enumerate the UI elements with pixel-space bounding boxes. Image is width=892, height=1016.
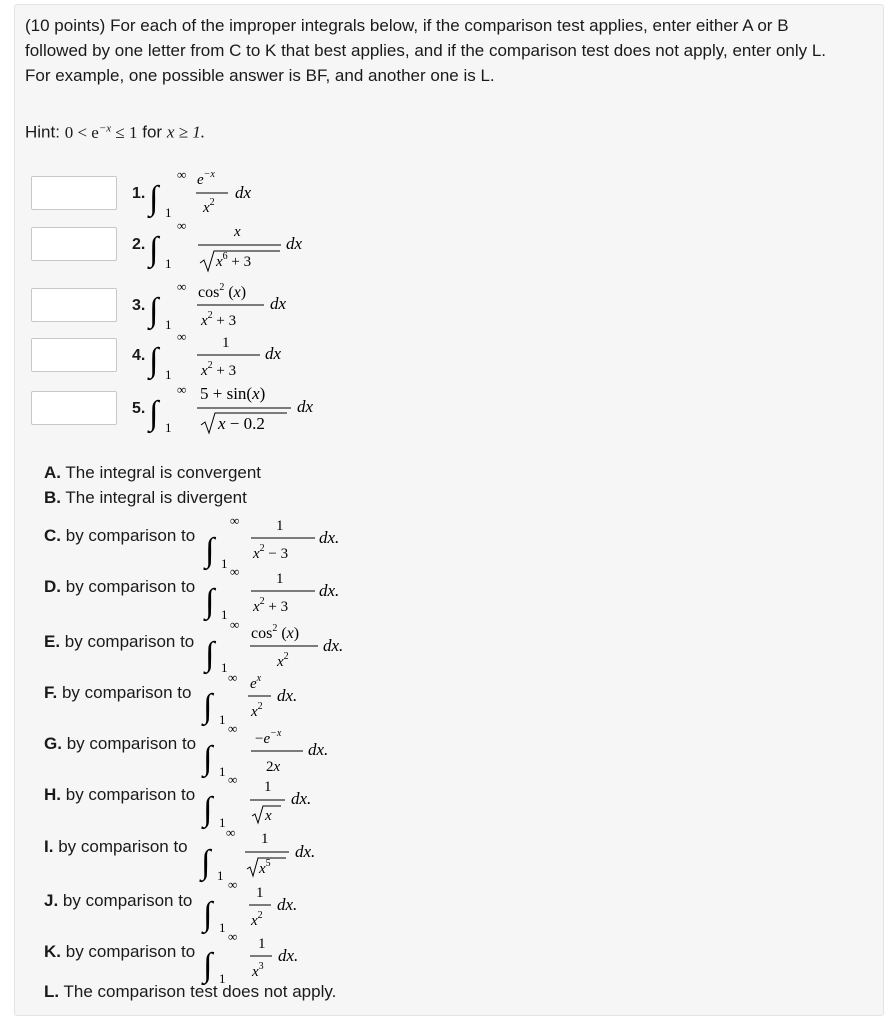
option-text: The integral is convergent [65, 463, 262, 482]
lower-limit: 1 [219, 712, 226, 727]
integral-sign: ∫ [203, 791, 213, 828]
integral-5 [147, 382, 314, 435]
question-line-2: followed by one letter from C to K that best applies, and if the comparison test does not apply, enter only L. [25, 41, 827, 60]
comparison-integral-i [199, 825, 315, 883]
numerator: x [234, 224, 241, 240]
differential: dx. [319, 528, 340, 547]
option-text: by comparison to [66, 734, 197, 753]
option-text: The integral is divergent [65, 488, 247, 507]
option-letter: B. [44, 488, 61, 507]
integral-sign: ∫ [205, 532, 215, 569]
integral-sign: ∫ [149, 395, 159, 432]
hint-label: Hint: [25, 122, 60, 142]
differential: dx. [291, 789, 312, 808]
lower-limit: 1 [165, 420, 172, 435]
option-text: by comparison to [65, 785, 196, 804]
differential: dx. [295, 842, 316, 861]
option-text: by comparison to [64, 632, 195, 651]
denominator: $x^2$ [203, 197, 215, 216]
denominator: $x^3$ [252, 961, 264, 980]
denominator: $x^2 + 3$ [201, 310, 237, 329]
numerator: 5 + sin(x) [200, 384, 266, 403]
integral-sign: ∫ [203, 688, 213, 725]
lower-limit: 1 [165, 205, 172, 220]
lower-limit: 1 [221, 556, 228, 571]
question-text-1: For each of the improper integrals below, if the comparison test applies, enter either A or B [110, 16, 789, 35]
question-line-3: For example, one possible answer is BF, and another one is L. [25, 66, 495, 85]
option-letter: C. [44, 526, 61, 545]
upper-limit: ∞ [228, 772, 238, 787]
numerator: 1 [276, 571, 284, 587]
integral-sign: ∫ [201, 844, 211, 881]
denominator: 2x [266, 759, 281, 775]
differential: dx [270, 294, 287, 313]
denominator: $x^2 + 3$ [201, 360, 237, 379]
integral-sign: ∫ [203, 896, 213, 933]
option-text: by comparison to [58, 837, 188, 856]
denominator: $x^2 + 3$ [253, 596, 289, 615]
upper-limit: ∞ [177, 329, 187, 344]
numerator: $-e^{-x}$ [255, 728, 282, 747]
upper-limit: ∞ [177, 382, 187, 397]
upper-limit: ∞ [228, 877, 238, 892]
integral-3 [147, 279, 287, 332]
hint-condition: x ≥ 1. [166, 122, 205, 142]
upper-limit: ∞ [228, 721, 238, 736]
integral-sign: ∫ [149, 292, 159, 329]
upper-limit: ∞ [230, 513, 240, 528]
lower-limit: 1 [165, 367, 172, 382]
comparison-integral-d [203, 564, 339, 622]
upper-limit: ∞ [177, 218, 187, 233]
upper-limit: ∞ [228, 670, 238, 685]
integral-sign: ∫ [203, 740, 213, 777]
hint-expr: 0 < e [64, 122, 99, 142]
differential: dx. [277, 895, 298, 914]
comparison-integral-h [201, 772, 311, 830]
option-letter: D. [44, 577, 61, 596]
option-a [44, 463, 261, 483]
option-integrals [15, 505, 883, 985]
option-letter: E. [44, 632, 61, 651]
option-l [44, 982, 336, 1002]
numerator: 1 [264, 779, 272, 795]
denominator: $x^2$ [251, 701, 263, 720]
numerator: $\cos^2 (x)$ [198, 282, 247, 301]
problem-number-2: 2. [132, 236, 146, 253]
numerator: 1 [261, 831, 269, 847]
integral-sign: ∫ [205, 583, 215, 620]
differential: dx. [323, 636, 344, 655]
lower-limit: 1 [219, 971, 226, 985]
problem-number-4: 4. [132, 347, 146, 364]
problem-number-5: 5. [132, 400, 146, 417]
comparison-integral-g [201, 721, 328, 779]
comparison-integral-e [203, 617, 343, 675]
lower-limit: 1 [217, 868, 224, 883]
option-letter: I. [44, 837, 54, 856]
problem-number-3: 3. [132, 297, 146, 314]
lower-limit: 1 [165, 256, 172, 271]
option-letter: H. [44, 785, 61, 804]
option-letter: L. [44, 982, 60, 1001]
upper-limit: ∞ [230, 564, 240, 579]
denominator: x − 0.2 [218, 414, 265, 433]
differential: dx [265, 344, 282, 363]
differential: dx. [319, 581, 340, 600]
hint-bound: ≤ 1 [115, 122, 138, 142]
upper-limit: ∞ [226, 825, 236, 840]
option-text: by comparison to [65, 526, 196, 545]
denominator: $x^5$ [259, 858, 271, 877]
integral-sign: ∫ [149, 342, 159, 379]
problem-integrals [15, 5, 883, 465]
numerator: 1 [256, 885, 264, 901]
differential: dx [297, 397, 314, 416]
option-letter: K. [44, 942, 61, 961]
option-text: by comparison to [61, 683, 192, 702]
integral-1 [147, 167, 252, 220]
numerator: 1 [276, 518, 284, 534]
differential: dx. [277, 686, 298, 705]
upper-limit: ∞ [177, 279, 187, 294]
comparison-integral-k [201, 929, 298, 985]
differential: dx [235, 183, 252, 202]
integral-2 [147, 218, 303, 271]
integral-sign: ∫ [149, 231, 159, 268]
lower-limit: 1 [221, 607, 228, 622]
option-text: by comparison to [62, 891, 193, 910]
points-label: (10 points) [25, 16, 106, 35]
denominator: $x^2$ [251, 910, 263, 929]
numerator: $e^{-x}$ [197, 169, 215, 188]
upper-limit: ∞ [228, 929, 238, 944]
numerator: 1 [222, 335, 230, 351]
denominator: $x^6 + 3$ [216, 251, 252, 270]
numerator: 1 [258, 936, 266, 952]
comparison-integral-j [201, 877, 297, 935]
upper-limit: ∞ [177, 167, 187, 182]
option-letter: G. [44, 734, 62, 753]
differential: dx. [278, 946, 299, 965]
upper-limit: ∞ [230, 617, 240, 632]
option-letter: F. [44, 683, 58, 702]
differential: dx. [308, 740, 329, 759]
option-text: by comparison to [65, 942, 196, 961]
lower-limit: 1 [221, 660, 228, 675]
problem-number-1: 1. [132, 185, 146, 202]
question-panel [14, 4, 884, 1016]
differential: dx [286, 234, 303, 253]
denominator: x [265, 808, 272, 824]
hint-exp: −x [98, 122, 112, 134]
denominator: $x^2$ [277, 651, 289, 670]
numerator: $e^x$ [250, 673, 262, 692]
integral-sign: ∫ [149, 180, 159, 217]
lower-limit: 1 [219, 920, 226, 935]
numerator: $\cos^2 (x)$ [251, 623, 300, 642]
integral-4 [147, 329, 282, 382]
hint-for: for [142, 122, 163, 142]
option-letter: A. [44, 463, 61, 482]
lower-limit: 1 [219, 764, 226, 779]
comparison-integral-f [201, 670, 297, 727]
integral-sign: ∫ [205, 636, 215, 673]
option-text: The comparison test does not apply. [63, 982, 337, 1001]
comparison-integral-c [203, 513, 339, 571]
integral-sign: ∫ [203, 947, 213, 984]
denominator: $x^2 - 3$ [253, 543, 289, 562]
option-letter: J. [44, 891, 59, 910]
option-text: by comparison to [65, 577, 196, 596]
lower-limit: 1 [219, 815, 226, 830]
lower-limit: 1 [165, 317, 172, 332]
